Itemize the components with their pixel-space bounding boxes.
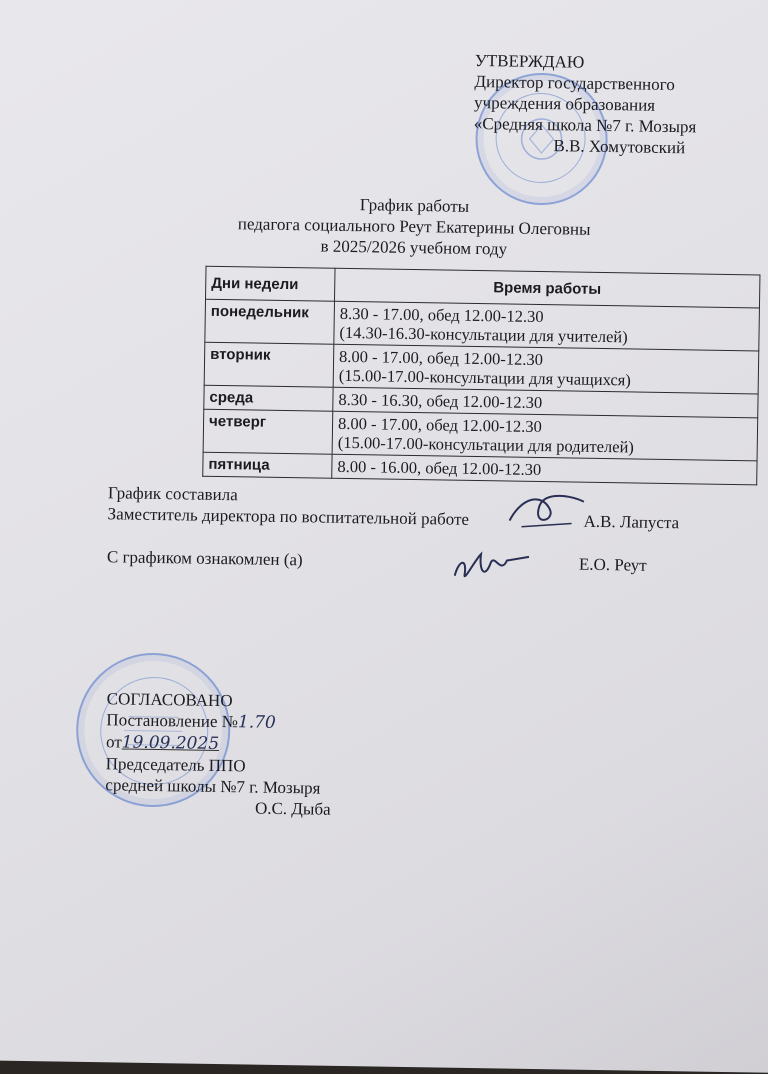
header-time: Время работы bbox=[334, 268, 759, 308]
agreed-heading: СОГЛАСОВАНО bbox=[106, 689, 233, 711]
agreed-signatory: О.С. Дыба bbox=[254, 798, 331, 819]
compiled-block bbox=[107, 482, 469, 530]
row-day: понедельник bbox=[205, 299, 335, 344]
date-prefix: от bbox=[105, 732, 122, 752]
row-day: пятница bbox=[203, 452, 332, 478]
row-day: четверг bbox=[203, 409, 333, 454]
resolution-number: 1.70 bbox=[237, 712, 276, 733]
compiled-name: А.В. Лапуста bbox=[583, 511, 680, 533]
approval-line-2: учреждения образования bbox=[473, 92, 656, 115]
row-time bbox=[333, 344, 759, 394]
date-value: 19.09.2025 bbox=[121, 732, 220, 755]
agreed-chair: Председатель ППО bbox=[105, 754, 246, 776]
row-time bbox=[332, 411, 758, 461]
approval-signatory: В.В. Хомутовский bbox=[553, 136, 686, 158]
agreed-school: средней школы №7 г. Мозыря bbox=[105, 775, 321, 798]
row-time-note: (14.30-16.30-консультации для учителей) bbox=[339, 322, 628, 347]
row-time-main: 8.30 - 17.00, обед 12.00-12.30 bbox=[339, 303, 544, 327]
row-time-main: 8.00 - 17.00, обед 12.00-12.30 bbox=[338, 346, 544, 370]
compiled-position: Заместитель директора по воспитательной работе bbox=[107, 504, 470, 529]
row-time bbox=[334, 301, 760, 351]
schedule-table bbox=[202, 266, 760, 486]
compiled-label: График составила bbox=[107, 483, 238, 505]
row-time-main: 8.00 - 16.00, обед 12.00-12.30 bbox=[337, 456, 542, 480]
approval-block bbox=[473, 50, 697, 158]
signature-lapusta-icon bbox=[501, 486, 592, 537]
approval-line-3: «Средняя школа №7 г. Мозыря bbox=[473, 113, 697, 137]
document-title: График работы bbox=[359, 195, 470, 216]
row-time-main: 8.30 - 16.30, обед 12.00-12.30 bbox=[338, 389, 543, 413]
header-days: Дни недели bbox=[206, 266, 336, 301]
row-time-note: (15.00-17.00-консультации для учащихся) bbox=[338, 365, 631, 390]
acknowledged-name: Е.О. Реут bbox=[578, 554, 647, 575]
document-title-block bbox=[194, 192, 635, 262]
row-day: вторник bbox=[204, 342, 334, 387]
agreed-block bbox=[105, 688, 333, 820]
document-subtitle: педагога социального Реут Екатерины Олеговны bbox=[237, 214, 591, 239]
row-day: среда bbox=[204, 385, 333, 411]
row-time-main: 8.00 - 17.00, обед 12.00-12.30 bbox=[337, 413, 543, 437]
resolution-label: Постановление № bbox=[106, 710, 239, 732]
row-time-note: (15.00-17.00-консультации для родителей) bbox=[337, 432, 635, 457]
approval-line-1: Директор государственного bbox=[474, 71, 675, 95]
approval-heading: УТВЕРЖДАЮ bbox=[474, 50, 585, 72]
signature-reut-icon bbox=[444, 540, 535, 591]
acknowledged-label: С графиком ознакомлен (а) bbox=[106, 547, 303, 570]
document-year: в 2025/2026 учебном году bbox=[320, 236, 508, 259]
